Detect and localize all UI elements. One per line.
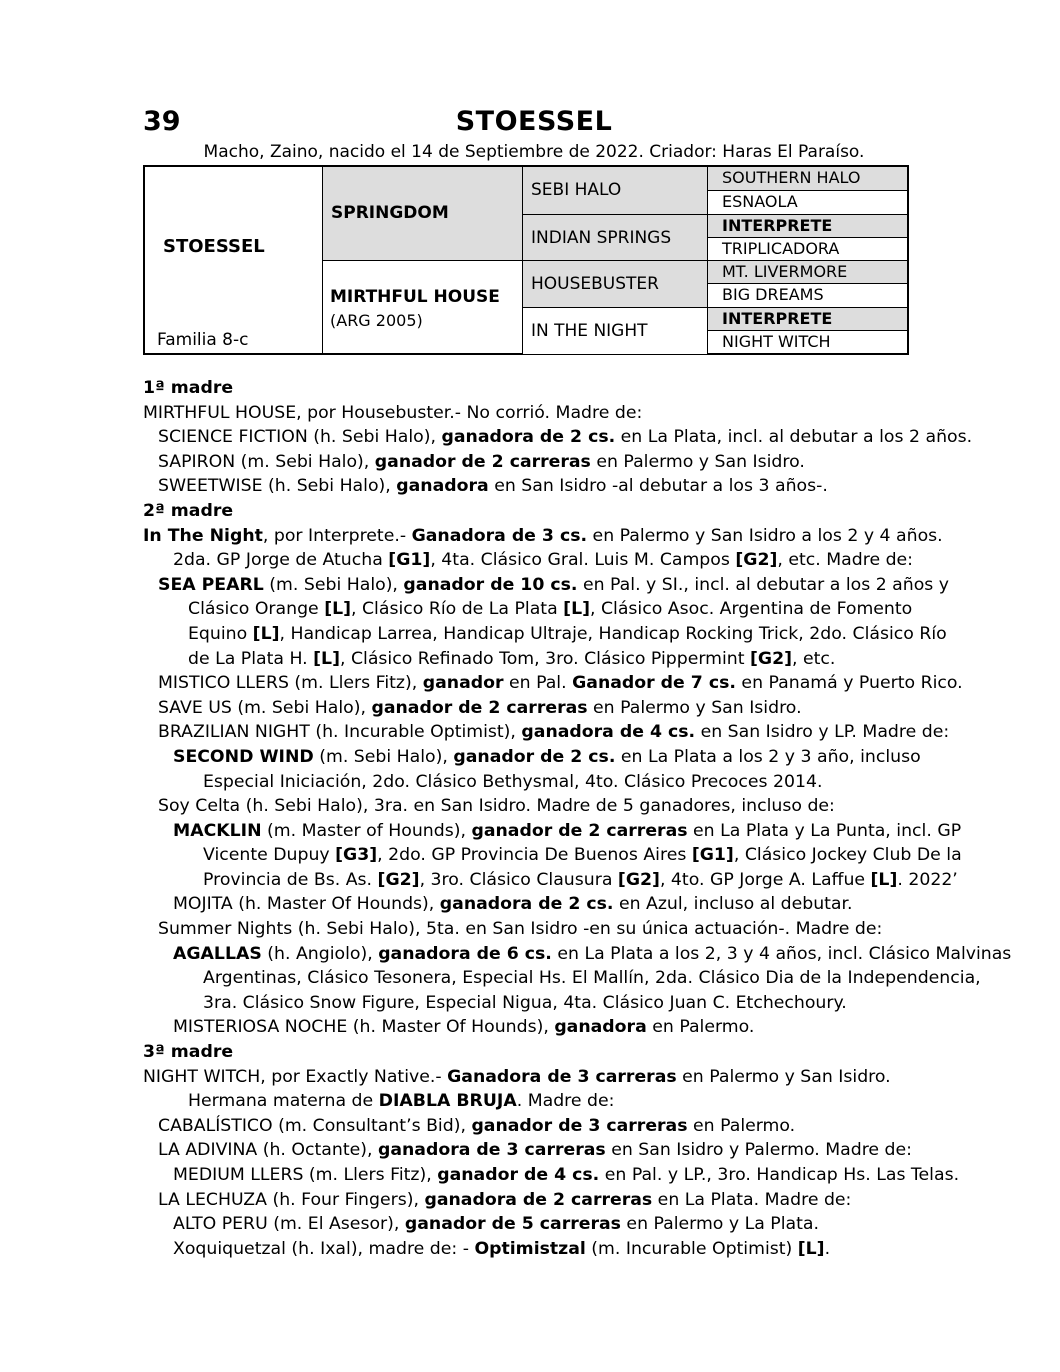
- record-bold-text: [G2]: [377, 869, 420, 890]
- record-line: [143, 794, 943, 819]
- record-text: , Handicap Larrea, Handicap Ultraje, Handicap Rocking Trick, 2do. Clásico Río: [279, 623, 947, 644]
- record-bold-text: ganador de 10 cs.: [403, 574, 578, 595]
- record-bold-text: AGALLAS: [173, 943, 262, 964]
- record-line: [143, 868, 958, 893]
- record-bold-text: ganadora de 3 carreras: [377, 1140, 606, 1161]
- record-text: 3ra. Clásico Snow Figure, Especial Nigua, 4ta. Clásico Juan C. Etchechoury.: [203, 992, 847, 1013]
- record-bold-text: [G1]: [388, 550, 431, 571]
- record-text: (m. Incurable Optimist): [585, 1238, 798, 1259]
- record-text: en Pal.: [503, 673, 573, 694]
- record-text: , 4ta. Clásico Gral. Luis M. Campos: [430, 550, 736, 571]
- record-text: Especial Iniciación, 2do. Clásico Bethysmal, 4to. Clásico Precoces 2014.: [203, 771, 823, 792]
- record-text: , 4to. GP Jorge A. Laffue: [659, 869, 871, 890]
- pedigree-dam: MIRTHFUL HOUSE: [330, 287, 500, 307]
- record-bold-text: 2ª madre: [143, 500, 234, 521]
- record-text: CABALÍSTICO (m. Consultant’s Bid),: [158, 1115, 472, 1136]
- record-line: [143, 425, 973, 450]
- pedigree-sire: SPRINGDOM: [331, 203, 449, 223]
- record-text: , Clásico Asoc. Argentina de Fomento: [589, 599, 913, 620]
- record-line: [143, 917, 943, 942]
- pedigree-gen4-cell: TRIPLICADORA: [707, 237, 907, 260]
- record-bold-text: 1ª madre: [143, 378, 234, 398]
- record-text: en Azul, incluso al debutar.: [613, 894, 853, 915]
- record-line: [143, 671, 963, 696]
- record-line: [143, 401, 943, 426]
- record-bold-text: ganador de 2 carreras: [374, 451, 591, 472]
- record-line: [143, 696, 943, 721]
- pedigree-sire-cell: [322, 167, 522, 260]
- pedigree-subject: STOESSEL: [163, 236, 265, 257]
- pedigree-gen4-cell: ESNAOLA: [707, 190, 907, 213]
- record-line: [143, 1065, 943, 1090]
- record-text: LA LECHUZA (h. Four Fingers),: [158, 1189, 425, 1210]
- horse-description: Macho, Zaino, nacido el 14 de Septiembre de 2022. Criador: Haras El Paraíso.: [203, 142, 865, 162]
- record-line: [143, 597, 943, 622]
- record-line: [143, 1138, 943, 1163]
- record-text: en La Plata, incl. al debutar a los 2 años.: [615, 427, 973, 448]
- record-text: MISTERIOSA NOCHE (h. Master Of Hounds),: [173, 1017, 555, 1038]
- record-text: Soy Celta (h. Sebi Halo), 3ra. en San Isidro. Madre de 5 ganadores, incluso de:: [158, 796, 835, 817]
- pedigree-gen4-cell: SOUTHERN HALO: [707, 167, 907, 190]
- record-text: , 3ro. Clásico Clausura: [419, 869, 618, 890]
- record-bold-text: SECOND WIND: [173, 746, 314, 767]
- record-line: [143, 647, 943, 672]
- record-text: LA ADIVINA (h. Octante),: [158, 1140, 378, 1161]
- record-bold-text: In The Night: [143, 525, 263, 546]
- record-text: SAVE US (m. Sebi Halo),: [158, 697, 372, 718]
- record-bold-text: ganadora de 2 cs.: [439, 894, 614, 915]
- record-text: Clásico Orange: [188, 599, 325, 620]
- record-bold-text: [G2]: [735, 550, 778, 571]
- record-line: [143, 1163, 960, 1188]
- record-bold-text: ganadora de 2 carreras: [424, 1189, 653, 1210]
- record-bold-text: [L]: [324, 599, 351, 620]
- record-line: [143, 499, 943, 524]
- record-line: [143, 573, 950, 598]
- record-bold-text: [L]: [797, 1238, 825, 1259]
- pedigree-dam-cell: [322, 260, 522, 353]
- record-bold-text: [L]: [252, 623, 280, 644]
- record-text: en San Isidro -al debutar a los 3 años-.: [488, 476, 828, 497]
- record-line: [143, 1212, 943, 1237]
- record-line: [143, 1237, 943, 1262]
- record-line: [143, 819, 962, 844]
- record-text: SCIENCE FICTION (h. Sebi Halo),: [158, 427, 442, 448]
- record-line: [143, 524, 943, 549]
- record-text: (m. Sebi Halo),: [263, 574, 404, 595]
- record-text: MISTICO LLERS (m. Llers Fitz),: [158, 673, 423, 694]
- record-line: [143, 942, 1012, 967]
- record-text: .: [824, 1238, 831, 1259]
- pedigree-gen4-cell: INTERPRETE: [707, 214, 907, 237]
- record-text: en Palermo y La Plata.: [620, 1214, 819, 1235]
- record-line: [143, 450, 943, 475]
- pedigree-gen4-cell: MT. LIVERMORE: [707, 260, 907, 283]
- record-bold-text: ganadora de 2 cs.: [441, 427, 616, 448]
- record-text: en Palermo y San Isidro.: [587, 697, 802, 718]
- record-text: Xoquiquetzal (h. Ixal), madre de: -: [173, 1238, 475, 1259]
- record-line: [143, 376, 943, 401]
- record-line: [143, 1188, 943, 1213]
- record-text: en Palermo.: [646, 1017, 755, 1038]
- record-bold-text: [L]: [870, 869, 898, 890]
- record-bold-text: [G3]: [335, 845, 378, 866]
- record-bold-text: [L]: [563, 599, 590, 620]
- pedigree-gen3-name: INDIAN SPRINGS: [531, 227, 672, 248]
- record-line: [143, 745, 943, 770]
- record-bold-text: ganador de 2 carreras: [371, 697, 588, 718]
- record-line: [143, 966, 981, 991]
- record-bold-text: Ganadora de 3 cs.: [411, 525, 588, 546]
- pedigree-gen3-cell: [522, 167, 707, 214]
- record-bold-text: Optimistzal: [474, 1238, 586, 1259]
- pedigree-gen3-cell: [522, 260, 707, 307]
- record-text: ALTO PERU (m. El Asesor),: [173, 1214, 405, 1235]
- record-text: (m. Master of Hounds),: [261, 820, 472, 841]
- record-bold-text: Ganador de 7 cs.: [572, 673, 736, 694]
- record-bold-text: 3ª madre: [143, 1042, 234, 1063]
- record-bold-text: Ganadora de 3 carreras: [447, 1066, 677, 1087]
- record-line: [143, 892, 943, 917]
- pedigree-gen4-cell: NIGHT WITCH: [707, 330, 907, 353]
- record-text: NIGHT WITCH, por Exactly Native.-: [143, 1066, 448, 1087]
- produce-record: [143, 376, 1012, 1261]
- horse-name-title: STOESSEL: [455, 106, 613, 137]
- record-text: 2da. GP Jorge de Atucha: [173, 550, 389, 571]
- record-line: [143, 622, 947, 647]
- record-bold-text: DIABLA BRUJA: [378, 1091, 517, 1112]
- record-line: [143, 1114, 943, 1139]
- pedigree-gen3-name: IN THE NIGHT: [531, 320, 648, 341]
- record-text: en Palermo y San Isidro a los 2 y 4 años.: [587, 525, 943, 546]
- record-text: SAPIRON (m. Sebi Halo),: [158, 451, 375, 472]
- lot-number: 39: [143, 106, 181, 137]
- record-line: [143, 1015, 943, 1040]
- record-bold-text: MACKLIN: [173, 820, 262, 841]
- record-text: en Palermo.: [687, 1115, 796, 1136]
- record-bold-text: SEA PEARL: [158, 574, 264, 595]
- record-text: en La Plata y La Punta, incl. GP: [687, 820, 962, 841]
- record-text: en La Plata. Madre de:: [652, 1189, 852, 1210]
- record-text: Argentinas, Clásico Tesonera, Especial Hs. El Mallín, 2da. Clásico Dia de la Independencia,: [203, 968, 981, 989]
- pedigree-table: [143, 165, 909, 355]
- record-bold-text: ganador de 5 carreras: [404, 1214, 621, 1235]
- record-text: BRAZILIAN NIGHT (h. Incurable Optimist),: [158, 722, 522, 743]
- record-text: , Clásico Río de La Plata: [351, 599, 564, 620]
- record-text: , por Interprete.-: [262, 525, 412, 546]
- pedigree-dam-origin: (ARG 2005): [330, 311, 423, 330]
- record-line: [143, 720, 950, 745]
- record-line: [143, 548, 943, 573]
- record-bold-text: ganadora de 6 cs.: [378, 943, 552, 964]
- record-text: MIRTHFUL HOUSE, por Housebuster.- No corrió. Madre de:: [143, 402, 643, 423]
- pedigree-subject-cell: [145, 167, 322, 353]
- record-bold-text: [G2]: [750, 648, 793, 669]
- record-text: . 2022’: [897, 869, 958, 890]
- record-bold-text: ganador de 4 cs.: [437, 1165, 600, 1185]
- record-text: (h. Angiolo),: [261, 943, 379, 964]
- record-text: , 2do. GP Provincia De Buenos Aires: [377, 845, 692, 866]
- pedigree-gen4-cell: INTERPRETE: [707, 307, 907, 330]
- record-text: MEDIUM LLERS (m. Llers Fitz),: [173, 1165, 438, 1185]
- record-bold-text: ganador de 2 cs.: [453, 746, 616, 767]
- pedigree-gen3-cell: [522, 307, 707, 354]
- record-text: en Palermo y San Isidro.: [676, 1066, 891, 1087]
- record-text: Provincia de Bs. As.: [203, 869, 378, 890]
- record-text: , etc. Madre de:: [777, 550, 914, 571]
- record-line: [143, 474, 943, 499]
- record-bold-text: [L]: [313, 648, 340, 669]
- pedigree-gen3-name: HOUSEBUSTER: [531, 274, 659, 294]
- record-text: en Pal. y LP., 3ro. Handicap Hs. Las Telas.: [599, 1165, 960, 1185]
- record-bold-text: ganadora: [396, 476, 489, 497]
- record-bold-text: ganador de 3 carreras: [471, 1115, 688, 1136]
- record-text: en Palermo y San Isidro.: [590, 451, 805, 472]
- record-text: Vicente Dupuy: [203, 845, 336, 866]
- record-text: , etc.: [792, 648, 836, 669]
- pedigree-gen3-cell: [522, 214, 707, 261]
- record-text: en Panamá y Puerto Rico.: [735, 673, 963, 694]
- record-text: , Clásico Jockey Club De la: [733, 845, 962, 866]
- pedigree-gen3-name: SEBI HALO: [531, 180, 622, 200]
- record-text: . Madre de:: [516, 1091, 615, 1112]
- record-text: en San Isidro y Palermo. Madre de:: [605, 1140, 912, 1161]
- record-bold-text: ganador de 2 carreras: [471, 820, 688, 841]
- record-bold-text: ganadora: [554, 1017, 647, 1038]
- record-line: [143, 770, 943, 795]
- record-line: [143, 991, 943, 1016]
- record-text: (m. Sebi Halo),: [313, 746, 454, 767]
- record-text: de La Plata H.: [188, 648, 314, 669]
- record-text: en La Plata a los 2, 3 y 4 años, incl. Clásico Malvinas: [551, 943, 1012, 964]
- record-text: SWEETWISE (h. Sebi Halo),: [158, 476, 397, 497]
- record-bold-text: ganador: [422, 673, 504, 694]
- record-line: [143, 1089, 943, 1114]
- record-line: [143, 1040, 943, 1065]
- record-text: Equino: [188, 623, 253, 644]
- record-bold-text: [G1]: [691, 845, 734, 866]
- record-bold-text: ganadora de 4 cs.: [521, 722, 696, 743]
- record-text: Hermana materna de: [188, 1091, 379, 1112]
- pedigree-gen4-cell: BIG DREAMS: [707, 283, 907, 306]
- record-text: en San Isidro y LP. Madre de:: [695, 722, 950, 743]
- record-text: en La Plata a los 2 y 3 año, incluso: [615, 746, 921, 767]
- family-label: Familia 8-c: [157, 330, 249, 350]
- record-text: MOJITA (h. Master Of Hounds),: [173, 894, 440, 915]
- record-text: en Pal. y SI., incl. al debutar a los 2 años y: [577, 574, 950, 595]
- record-text: Summer Nights (h. Sebi Halo), 5ta. en San Isidro -en su única actuación-. Madre de:: [158, 919, 883, 940]
- record-text: , Clásico Refinado Tom, 3ro. Clásico Pippermint: [339, 648, 750, 669]
- record-bold-text: [G2]: [617, 869, 660, 890]
- record-line: [143, 843, 962, 868]
